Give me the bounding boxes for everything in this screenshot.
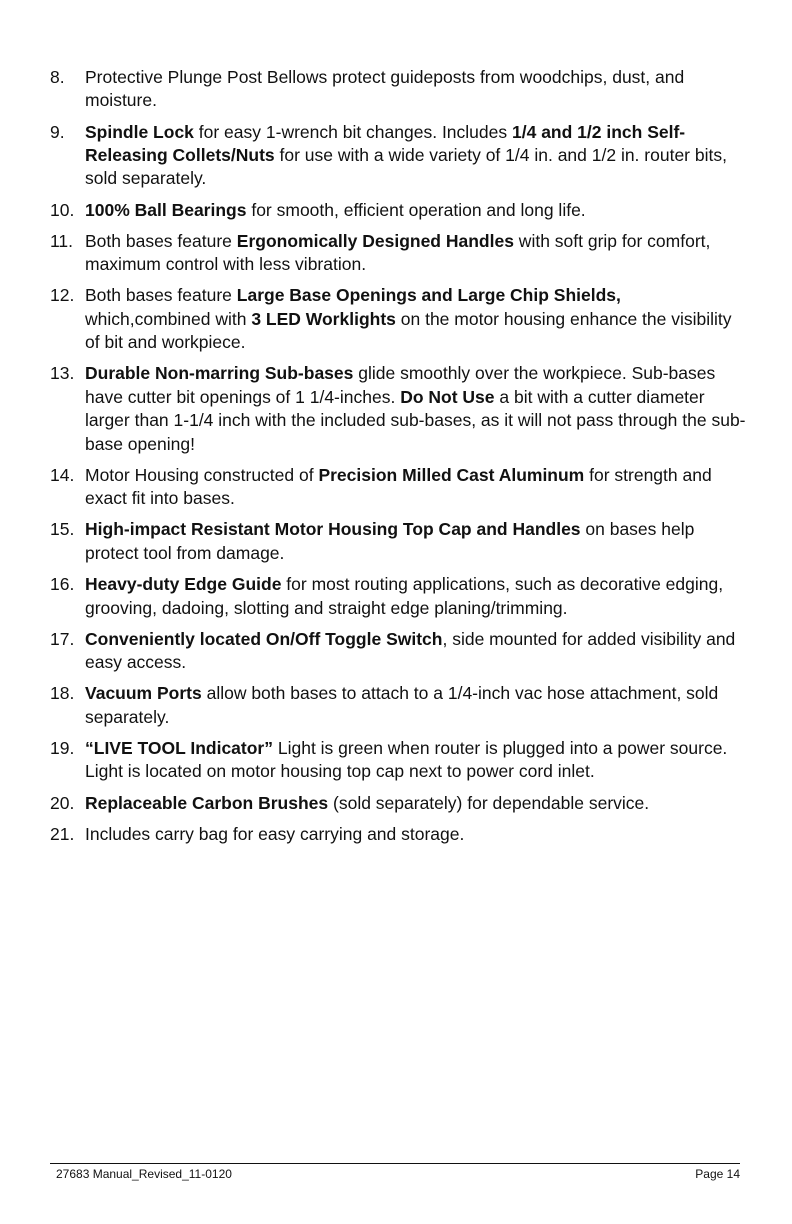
bold-feature-name: “LIVE TOOL Indicator” — [85, 737, 273, 758]
text-segment: for smooth, efficient operation and long life. — [246, 199, 586, 220]
list-item — [50, 362, 750, 456]
list-item-text — [85, 121, 750, 191]
list-item-number: 16. — [50, 574, 75, 595]
bold-feature-name: Large Base Openings and Large Chip Shields, — [236, 285, 621, 306]
footer-divider — [50, 1163, 740, 1164]
text-segment: (sold separately) for dependable service. — [328, 792, 650, 813]
list-item-text — [85, 823, 750, 846]
bold-feature-name: High-impact Resistant Motor Housing Top Cap and Handles — [85, 519, 581, 540]
list-item-text — [85, 628, 750, 675]
bold-feature-name: Replaceable Carbon Brushes — [85, 792, 329, 813]
text-segment: Motor Housing constructed of — [85, 464, 319, 485]
list-item — [50, 737, 750, 784]
text-segment: Both bases feature — [85, 285, 237, 306]
text-segment: on the motor housing enhance the visibility of bit and workpiece. — [85, 308, 732, 353]
bold-feature-name: Heavy-duty Edge Guide — [85, 574, 282, 595]
list-item-text — [85, 284, 750, 354]
bold-feature-name: Ergonomically Designed Handles — [236, 230, 514, 251]
bold-feature-name: Vacuum Ports — [85, 683, 202, 704]
text-segment: , side mounted for added visibility and easy access. — [85, 628, 736, 673]
list-item-text — [85, 518, 750, 565]
list-item — [50, 823, 750, 846]
list-item-number: 8. — [50, 67, 65, 87]
list-item — [50, 199, 750, 222]
list-item-text — [85, 464, 750, 511]
feature-list — [50, 66, 750, 854]
list-item — [50, 628, 750, 675]
list-item-number: 9. — [50, 121, 65, 142]
text-segment: allow both bases to attach to a 1/4-inch vac hose attachment, sold separately. — [85, 683, 719, 727]
bold-feature-name: Precision Milled Cast Aluminum — [318, 464, 585, 485]
list-item — [50, 230, 750, 277]
bold-feature-name: Spindle Lock — [85, 121, 194, 142]
bold-feature-name: Conveniently located On/Off Toggle Switch — [85, 628, 443, 649]
text-segment: for strength and exact fit into bases. — [85, 464, 712, 509]
list-item-number: 14. — [50, 464, 75, 485]
text-segment: which,combined with — [85, 308, 252, 329]
text-segment: for easy 1-wrench bit changes. Includes — [193, 121, 512, 142]
bold-feature-name: 100% Ball Bearings — [85, 199, 247, 220]
bold-feature-name: Do Not Use — [400, 386, 495, 407]
text-segment: Both bases feature — [85, 230, 237, 251]
text-segment: on bases help protect tool from damage. — [85, 519, 695, 563]
footer-document-id: 27683 Manual_Revised_11-0120 — [56, 1167, 232, 1181]
list-item-text — [85, 737, 750, 784]
list-item-text — [85, 792, 750, 815]
text-segment: for most routing applications, such as decorative edging, grooving, dadoing, slotting and straight edge planing/trimming. — [85, 574, 724, 618]
text-segment: a bit with a cutter diameter larger than 1-1/4 inch with the included sub-bases, as it will not pass through the sub-base opening! — [85, 386, 746, 454]
list-item — [50, 66, 750, 113]
list-item — [50, 682, 750, 729]
list-item-text — [85, 573, 750, 620]
list-item-number: 19. — [50, 737, 75, 758]
list-item-text — [85, 66, 750, 113]
text-segment: for use with a wide variety of 1/4 in. and 1/2 in. router bits, sold separately. — [85, 145, 727, 189]
list-item-number: 11. — [50, 230, 74, 251]
list-item-number: 12. — [50, 285, 75, 306]
list-item-text — [85, 230, 750, 277]
bold-feature-name: Durable Non-marring Sub-bases — [85, 363, 354, 384]
list-item — [50, 121, 750, 191]
text-segment: with soft grip for comfort, maximum control with less vibration. — [85, 230, 711, 275]
list-item-number: 21. — [50, 823, 75, 844]
list-item-number: 10. — [50, 199, 75, 220]
list-item — [50, 573, 750, 620]
list-item-text — [85, 199, 750, 222]
list-item — [50, 284, 750, 354]
list-item-number: 17. — [50, 628, 75, 649]
bold-feature-name: 3 LED Worklights — [251, 308, 396, 329]
bold-feature-name: 1/4 and 1/2 inch Self-Releasing Collets/Nuts — [85, 121, 686, 166]
footer-page-number: Page 14 — [695, 1167, 740, 1181]
list-item-text — [85, 362, 750, 456]
list-item — [50, 464, 750, 511]
list-item-number: 13. — [50, 363, 75, 384]
list-item-number: 18. — [50, 683, 75, 704]
list-item-number: 15. — [50, 519, 75, 540]
list-item-number: 20. — [50, 792, 75, 813]
text-segment: Light is green when router is plugged into a power source. Light is located on motor housing top cap next to power cord inlet. — [85, 737, 728, 782]
text-segment: glide smoothly over the workpiece. Sub-bases have cutter bit openings of 1 1/4-inches. — [85, 363, 716, 407]
list-item — [50, 518, 750, 565]
list-item-text — [85, 682, 750, 729]
text-segment: Includes carry bag for easy carrying and storage. — [85, 823, 465, 844]
list-item — [50, 792, 750, 815]
text-segment: Protective Plunge Post Bellows protect guideposts from woodchips, dust, and moisture. — [85, 67, 685, 111]
